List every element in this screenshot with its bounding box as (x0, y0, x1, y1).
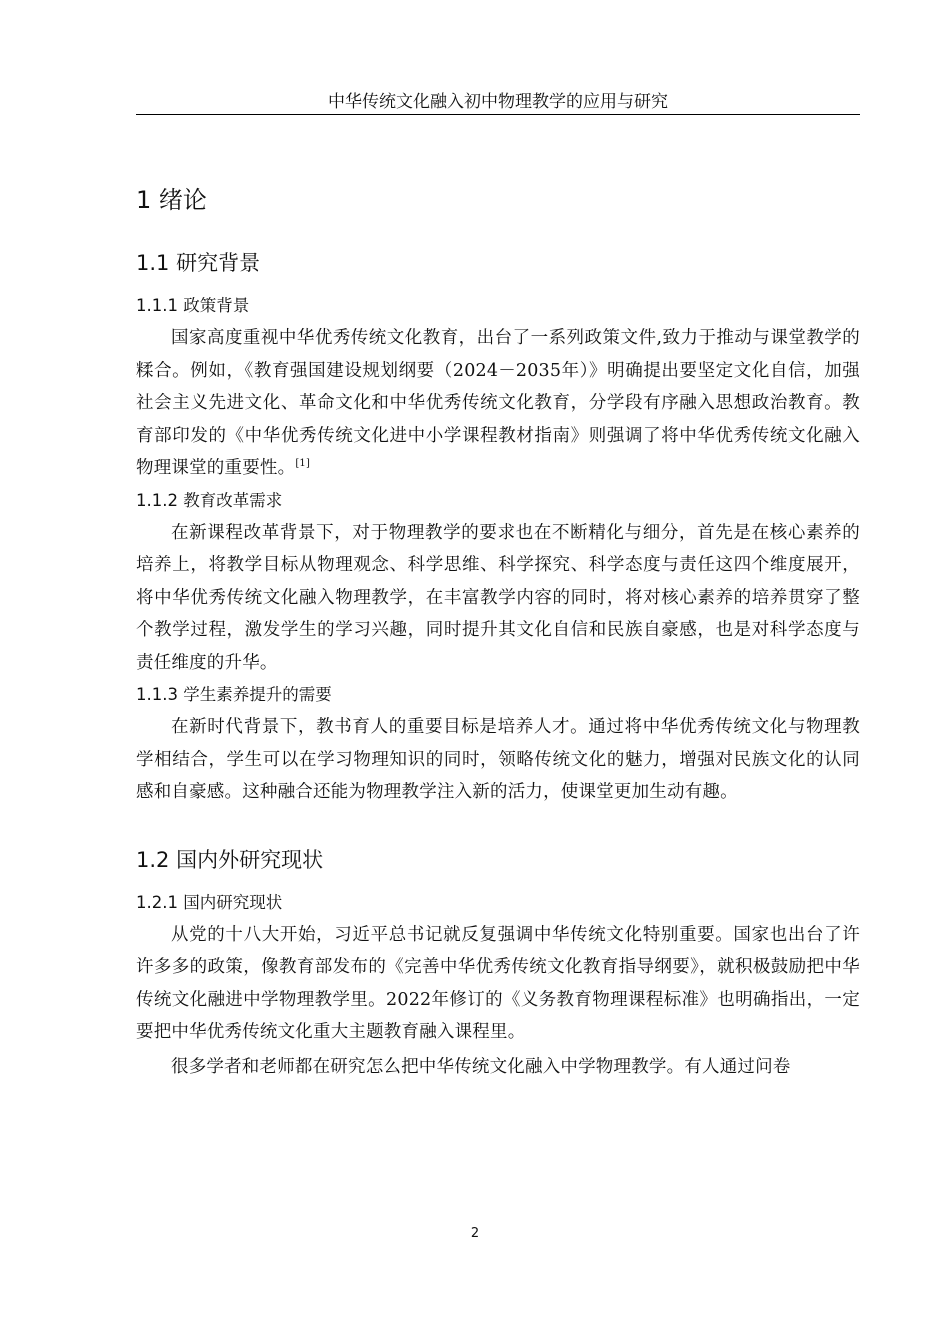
paragraph-education-reform: 在新课程改革背景下，对于物理教学的要求也在不断精化与细分，首先是在核心素养的培养上，将教学目标从物理观念、科学思维、科学探究、科学态度与责任这四个维度展开，将中华优秀传统文化融入物理教学，在丰富教学内容的同时，将对核心素养的培养贯穿了整个教学过程，激发学生的学习兴趣，同时提升其文化自信和民族自豪感，也是对科学态度与责任维度的升华。 (136, 522, 860, 673)
subsection-title-1-1-3: 1.1.3 学生素养提升的需要 (136, 685, 332, 704)
subsection-title-1-1-2: 1.1.2 教育改革需求 (136, 490, 283, 510)
paragraph-policy-background (136, 322, 860, 485)
page-number: 2 (470, 1226, 480, 1241)
header-rule (136, 114, 860, 115)
citation-ref[interactable]: [1] (295, 458, 311, 470)
main-content (136, 180, 860, 1085)
running-header: 中华传统文化融入初中物理教学的应用与研究 (328, 92, 668, 112)
section-title-1-2: 1.2 国内外研究现状 (136, 847, 324, 872)
subsection-title-1-2-1: 1.2.1 国内研究现状 (136, 892, 283, 912)
paragraph-text: 国家高度重视中华优秀传统文化教育，出台了一系列政策文件,致力于推动与课堂教学的糅合。例如，《教育强国建设规划纲要（2024－2035年）》明确提出要坚定文化自信，加强社会主义先进文化、革命文化和中华优秀传统文化教育，分学段有序融入思想政治教育。教育部印发的《中华优秀传统文化进中小学课程教材指南》则强调了将中华优秀传统文化融入物理课堂的重要性。 (136, 328, 860, 478)
subsection-title-1-1-1: 1.1.1 政策背景 (136, 296, 250, 315)
paragraph-domestic-research-1: 从党的十八大开始，习近平总书记就反复强调中华传统文化特别重要。国家也出台了许许多多的政策，像教育部发布的《完善中华优秀传统文化教育指导纲要》，就积极鼓励把中华传统文化融进中学物理教学里。2022年修订的《义务教育物理课程标准》也明确指出，一定要把中华优秀传统文化重大主题教育融入课程里。 (136, 924, 860, 1042)
chapter-title: 1 绪论 (136, 186, 207, 214)
paragraph-domestic-research-2: 很多学者和老师都在研究怎么把中华传统文化融入中学物理教学。有人通过问卷 (171, 1056, 791, 1077)
paragraph-student-literacy: 在新时代背景下，教书育人的重要目标是培养人才。通过将中华优秀传统文化与物理教学相结合，学生可以在学习物理知识的同时，领略传统文化的魅力，增强对民族文化的认同感和自豪感。这种融合还能为物理教学注入新的活力，使课堂更加生动有趣。 (136, 717, 860, 802)
section-title-1-1: 1.1 研究背景 (136, 251, 261, 275)
